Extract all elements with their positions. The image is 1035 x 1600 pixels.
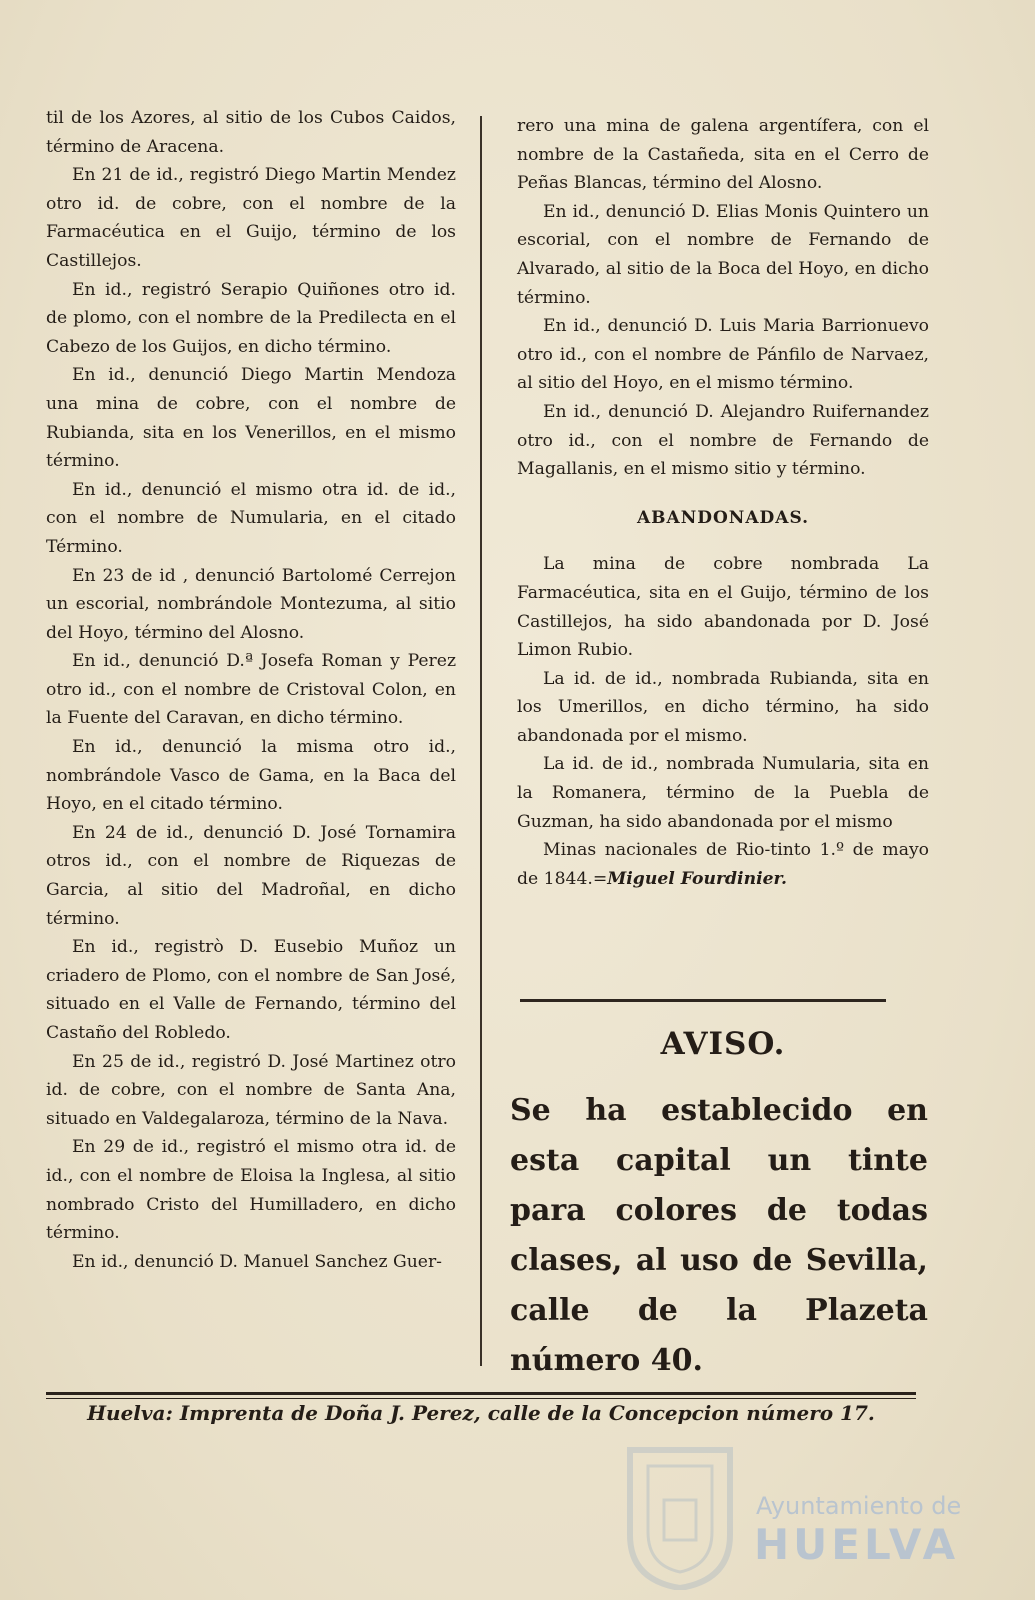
signature-text: Minas nacionales de Rio-tinto 1.º de mayo de 1844.=	[517, 840, 929, 889]
paragraph: La id. de id., nombrada Rubianda, sita en los Umerillos, en dicho término, ha sido abandonada por el mismo.	[517, 668, 929, 746]
footer-imprint: Huelva: Imprenta de Doña J. Perez, calle de la Concepcion número 17.	[87, 1401, 875, 1425]
paragraph: En 25 de id., registró D. José Martinez otro id. de cobre, con el nombre de Santa Ana, situado en Valdegalaroza, término de la Nava.	[46, 1051, 456, 1129]
signature-name: Miguel Fourdinier.	[607, 868, 788, 889]
paragraph: En id., denunció el mismo otra id. de id., con el nombre de Numularia, en el citado Término.	[46, 479, 456, 557]
paragraph: En 23 de id , denunció Bartolomé Cerrejon un escorial, nombrándole Montezuma, al sitio del Hoyo, término del Alosno.	[46, 565, 456, 643]
paragraph: En id., denunció D.ª Josefa Roman y Perez otro id., con el nombre de Cristoval Colon, en la Fuente del Caravan, en dicho término.	[46, 651, 456, 729]
paragraph: rero una mina de galena argentífera, con el nombre de la Castañeda, sita en el Cerro de Peñas Blancas, término del Alosno.	[517, 116, 929, 194]
paragraph: La mina de cobre nombrada La Farmacéutica, sita en el Guijo, término de los Castillejos, ha sido abandonada por D. José Limon Rubio.	[517, 554, 929, 661]
watermark-line2: HUELVA	[754, 1520, 960, 1569]
paragraph: En id., denunció D. Alejandro Ruifernandez otro id., con el nombre de Fernando de Magallanis, en el mismo sitio y término.	[517, 401, 929, 480]
paragraph: En 29 de id., registró el mismo otra id. de id., con el nombre de Eloisa la Inglesa, al sitio nombrado Cristo del Humilladero, en dicho término.	[46, 1137, 456, 1244]
right-column	[517, 112, 929, 893]
signature-line	[517, 836, 929, 893]
paragraph: En 21 de id., registró Diego Martin Mendez otro id. de cobre, con el nombre de la Farmacéutica en el Guijo, término de los Castillejos.	[46, 165, 456, 271]
paragraph: En id., registró Serapio Quiñones otro id. de plomo, con el nombre de la Predilecta en el Cabezo de los Guijos, en dicho término.	[46, 279, 456, 357]
section-heading: ABANDONADAS.	[636, 507, 810, 528]
footer-rule	[46, 1392, 916, 1395]
paragraph: En 24 de id., denunció D. José Tornamira otros id., con el nombre de Riquezas de Garcia, al sitio del Madroñal, en dicho término.	[46, 822, 456, 929]
paragraph: til de los Azores, al sitio de los Cubos Caidos, término de Aracena.	[46, 108, 456, 157]
footer-rule	[46, 1398, 916, 1399]
watermark-line1: Ayuntamiento de	[756, 1492, 962, 1520]
paragraph: En id., denunció D. Manuel Sanchez Guer-	[72, 1251, 442, 1272]
notice-body: Se ha establecido en esta capital un tinte para colores de todas clases, al uso de Sevilla, calle de la Plazeta número 40.	[510, 1093, 928, 1378]
paragraph: En id., denunció Diego Martin Mendoza una mina de cobre, con el nombre de Rubianda, sita en los Venerillos, en el mismo término.	[46, 365, 456, 472]
column-divider	[480, 116, 482, 1366]
paragraph: La id. de id., nombrada Numularia, sita en la Romanera, término de la Puebla de Guzman, ha sido abandonada por el mismo	[517, 754, 929, 832]
paragraph: En id., denunció D. Elias Monis Quintero un escorial, con el nombre de Fernando de Alvarado, al sitio de la Boca del Hoyo, en dicho término.	[517, 201, 929, 308]
paragraph: En id., registrò D. Eusebio Muñoz un criadero de Plomo, con el nombre de San José, situado en el Valle de Fernando, término del Castaño del Robledo.	[46, 937, 456, 1043]
paragraph: En id., denunció D. Luis Maria Barrionuevo otro id., con el nombre de Pánfilo de Narvaez, al sitio del Hoyo, en el mismo término.	[517, 316, 929, 394]
paragraph: En id., denunció la misma otro id., nombrándole Vasco de Gama, en la Baca del Hoyo, en el citado término.	[46, 737, 456, 815]
section-rule	[520, 999, 886, 1002]
notice-title: AVISO.	[660, 1026, 786, 1062]
left-column	[46, 104, 456, 1276]
